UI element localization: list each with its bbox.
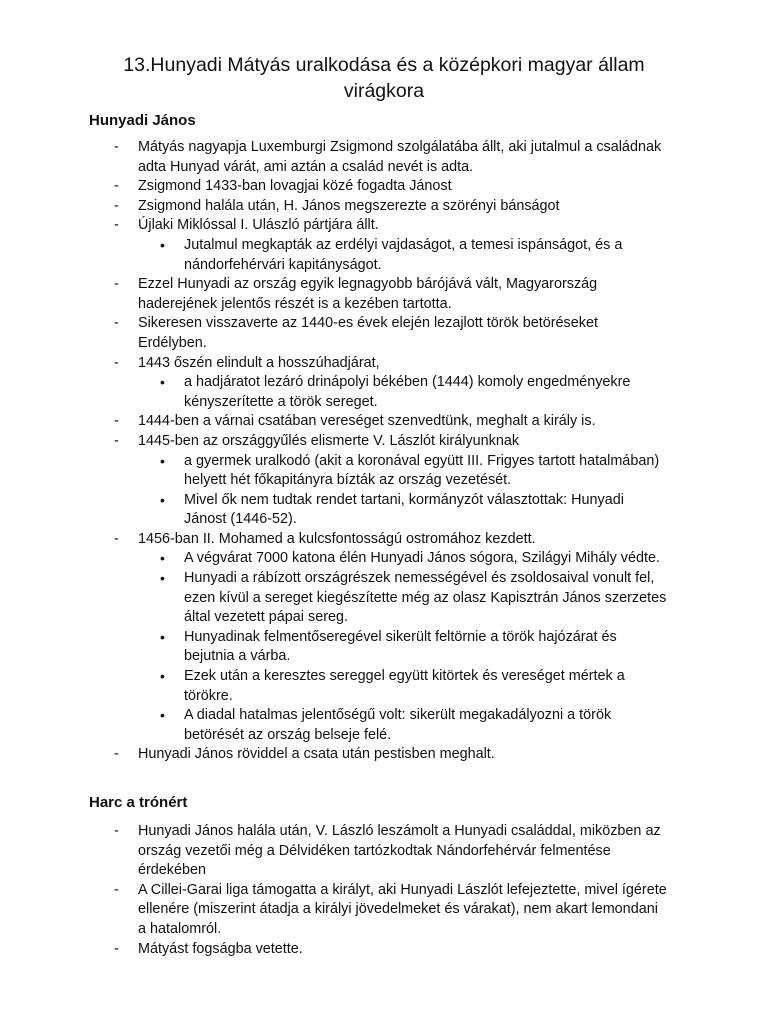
list-item: - Sikeresen visszaverte az 1440-es évek elején lezajlott török betöréseket Erdélyben. [0,314,668,353]
sub-list-item: • Hunyadinak felmentőseregével sikerült feltörnie a török hajózárat és bejutnia a várba. [0,628,668,667]
section-list-hunyadi-janos [0,138,768,765]
list-item: - Hunyadi János röviddel a csata után pestisben meghalt. [0,745,668,765]
sub-list-item: • Mivel ők nem tudtak rendet tartani, kormányzót választottak: Hunyadi Jánost (1446-52). [0,491,668,530]
list-item: - Hunyadi János halála után, V. László leszámolt a Hunyadi családdal, miközben az ország vezetői még a Délvidéken tartózkodtak Nándorfehérvár felmentése érdekében [0,822,668,881]
document-title [0,52,768,104]
list-item: - Ezzel Hunyadi az ország egyik legnagyobb bárójává vált, Magyarország haderejének jelentős részét is a kezében tartotta. [0,275,668,314]
list-item: - Mátyást fogságba vetette. [0,940,668,960]
sub-list-item: • Ezek után a keresztes sereggel együtt kitörtek és vereséget mértek a törökre. [0,667,668,706]
sub-list-item: • A diadal hatalmas jelentőségű volt: sikerült megakadályozni a török betörését az ország belseje felé. [0,706,668,745]
section-heading-harc-a-tronert: Harc a trónért [89,794,188,811]
section-heading-hunyadi-janos: Hunyadi János [89,112,196,129]
list-item: - 1445-ben az országgyűlés elismerte V. Lászlót királyunknak [0,432,668,452]
sub-list-item: • a gyermek uralkodó (akit a koronával együtt III. Frigyes tartott hatalmában) helyett hét főkapitányra bízták az ország vezetését. [0,452,668,491]
list-item: - 1444-ben a várnai csatában vereséget szenvedtünk, meghalt a király is. [0,412,668,432]
list-item: - A Cillei-Garai liga támogatta a királyt, aki Hunyadi Lászlót lefejeztette, mivel ígérete ellenére (miszerint átadja a királyi jövedelmeket és várakat), nem akart lemondani a hatalomról. [0,881,668,940]
section-list-harc-a-tronert [0,822,768,959]
list-item: - Zsigmond 1433-ban lovagjai közé fogadta Jánost [0,177,668,197]
title-line-2: virágkora [343,80,425,102]
list-item: - 1456-ban II. Mohamed a kulcsfontosságú ostromához kezdett. [0,530,668,550]
sub-list-item: • A végvárat 7000 katona élén Hunyadi János sógora, Szilágyi Mihály védte. [0,549,668,569]
sub-list-item: • Jutalmul megkapták az erdélyi vajdaságot, a temesi ispánságot, és a nándorfehérvári kapitányságot. [0,236,668,275]
list-item: - Zsigmond halála után, H. János megszerezte a szörényi bánságot [0,197,668,217]
list-item: - 1443 őszén elindult a hosszúhadjárat, [0,354,668,374]
title-line-1: 13.Hunyadi Mátyás uralkodása és a középkori magyar állam [123,54,645,76]
list-item: - Újlaki Miklóssal I. Ulászló pártjára állt. [0,216,668,236]
sub-list-item: • a hadjáratot lezáró drinápolyi békében (1444) komoly engedményekre kényszerítette a török sereget. [0,373,668,412]
list-item: - Mátyás nagyapja Luxemburgi Zsigmond szolgálatába állt, aki jutalmul a családnak adta Hunyad várát, ami aztán a család nevét is adta. [0,138,668,177]
sub-list-item: • Hunyadi a rábízott országrészek nemességével és zsoldosaival vonult fel, ezen kívül a sereget kiegészítette még az olasz Kapisztrán János szerzetes által vezetett pápai sereg. [0,569,668,628]
